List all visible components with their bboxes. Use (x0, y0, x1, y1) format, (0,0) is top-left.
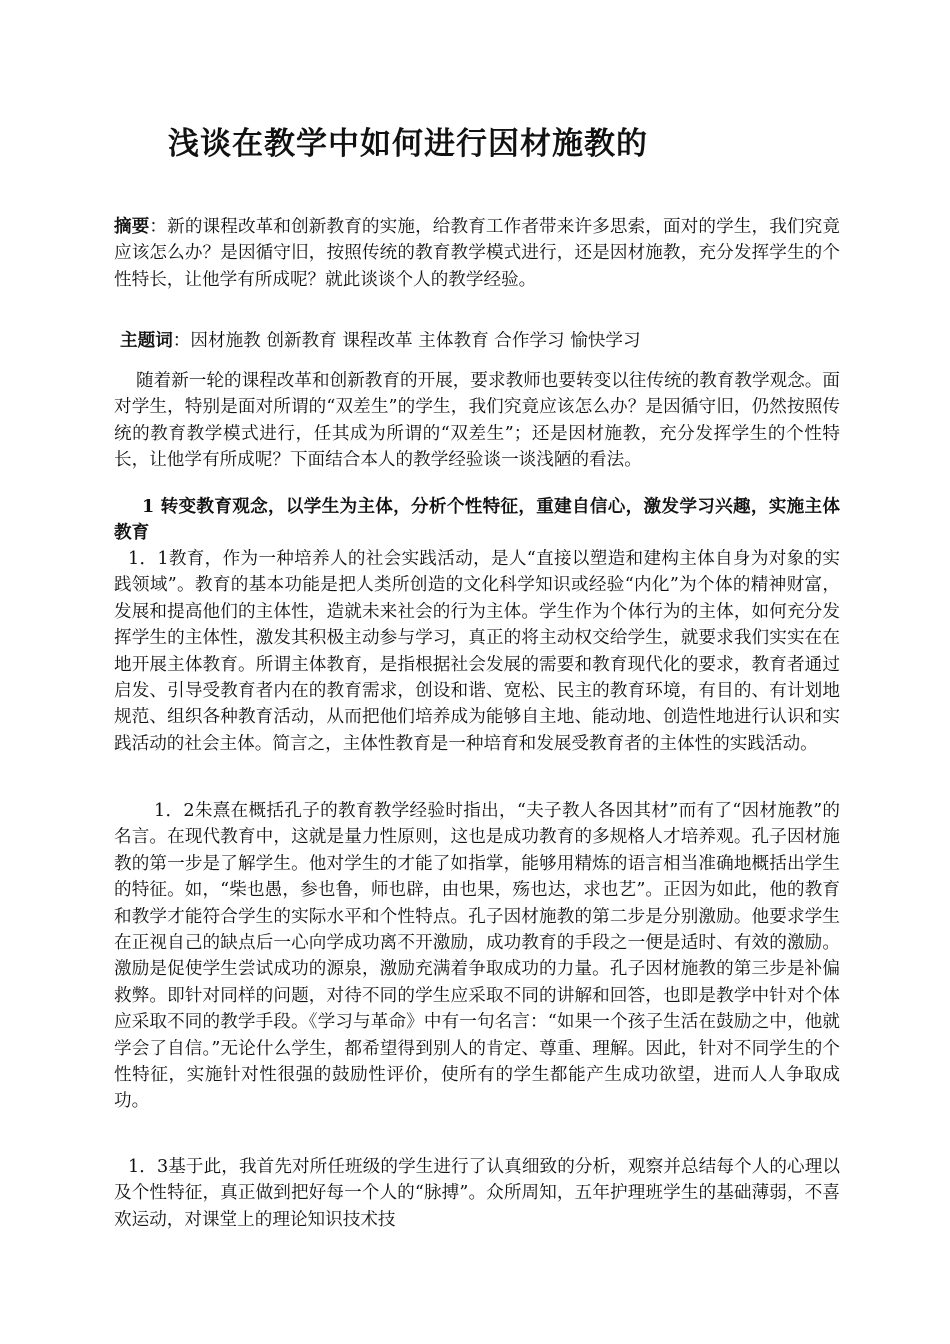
document-title: 浅谈在教学中如何进行因材施教的 (168, 126, 648, 162)
paragraph-1-1: 1．1教育，作为一种培养人的社会实践活动，是人“直接以塑造和建构主体自身为对象的实践领域”。教育的基本功能是把人类所创造的文化科学知识或经验“内化”为个体的精神财富，发展和提高他们的主体性，造就未来社会的行为主体。学生作为个体行为的主体，如何充分发挥学生的主体性，激发其积极主动参与学习，真正的将主动权交给学生，就要求我们实实在在地开展主体教育。所谓主体教育，是指根据社会发展的需要和教育现代化的要求，教育者通过启发、引导受教育者内在的教育需求，创设和谐、宽松、民主的教育环境，有目的、有计划地规范、组织各种教育活动，从而把他们培养成为能够自主地、能动地、创造性地进行认识和实践活动的社会主体。简言之，主体性教育是一种培育和发展受教育者的主体性的实践活动。 (114, 549, 840, 754)
section-heading-1: 1 转变教育观念，以学生为主体，分析个性特征，重建自信心，激发学习兴趣，实施主体教育 (114, 496, 840, 544)
keywords-text: ：因材施教 创新教育 课程改革 主体教育 合作学习 愉快学习 (172, 331, 641, 351)
keywords-label: 主题词 (120, 330, 173, 351)
abstract-paragraph (114, 214, 840, 293)
paragraph-1-3: 1．3基于此，我首先对所任班级的学生进行了认真细致的分析，观察并总结每个人的心理以及个性特征，真正做到把好每一个人的“脉搏”。众所周知，五年护理班学生的基础薄弱，不喜欢运动，对课堂上的理论知识技术技 (114, 1157, 840, 1230)
paragraph-1-2: 1．2朱熹在概括孔子的教育教学经验时指出，“夫子教人各因其材”而有了“因材施教”的名言。在现代教育中，这就是量力性原则，这也是成功教育的多规格人才培养观。孔子因材施教的第一步是了解学生。他对学生的才能了如指掌，能够用精炼的语言相当准确地概括出学生的特征。如，“柴也愚，参也鲁，师也辟，由也果，殇也达，求也艺”。正因为如此，他的教育和教学才能符合学生的实际水平和个性特点。孔子因材施教的第二步是分别激励。他要求学生在正视自己的缺点后一心向学成功离不开激励，成功教育的手段之一便是适时、有效的激励。激励是促使学生尝试成功的源泉，激励充满着争取成功的力量。孔子因材施教的第三步是补偏救弊。即针对同样的问题，对待不同的学生应采取不同的讲解和回答，也即是教学中针对个体应采取不同的教学手段。《学习与革命》中有一句名言：“如果一个孩子生活在鼓励之中，他就学会了自信。”无论什么学生，都希望得到别人的肯定、尊重、理解。因此，针对不同学生的个性特征，实施针对性很强的鼓励性评价，使所有的学生都能产生成功欲望，进而人人争取成功。 (114, 801, 840, 1112)
intro-paragraph: 随着新一轮的课程改革和创新教育的开展，要求教师也要转变以往传统的教育教学观念。面对学生，特别是面对所谓的“双差生”的学生，我们究竟应该怎么办？是因循守旧，仍然按照传统的教育教学模式进行，任其成为所谓的“双差生”；还是因材施教，充分发挥学生的个性特长，让他学有所成呢？下面结合本人的教学经验谈一谈浅陋的看法。 (114, 371, 840, 471)
keywords-line (120, 328, 846, 354)
abstract-label: 摘要 (114, 216, 150, 237)
abstract-text: ：新的课程改革和创新教育的实施，给教育工作者带来许多思索，面对的学生，我们究竟应该怎么办？是因循守旧，按照传统的教育教学模式进行，还是因材施教，充分发挥学生的个性特长，让他学有所成呢？就此谈谈个人的教学经验。 (114, 217, 840, 290)
